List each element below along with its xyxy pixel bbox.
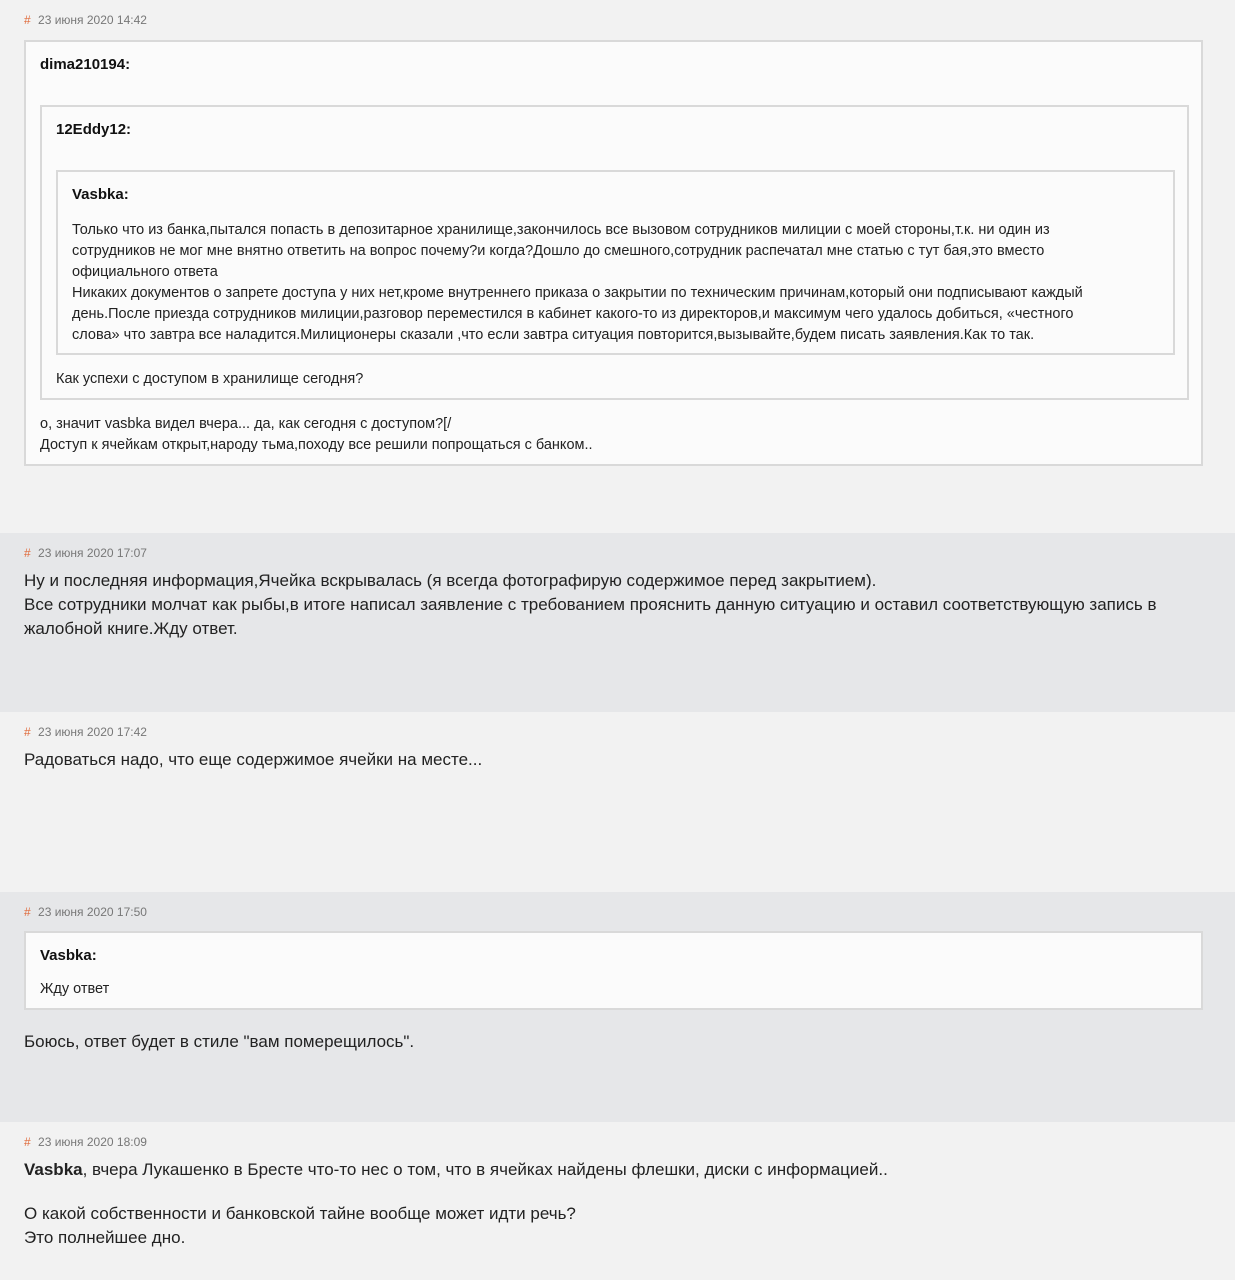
post-meta xyxy=(24,546,1211,560)
quote-line: официального ответа xyxy=(72,264,218,280)
quote-line: Никаких документов о запрете доступа у них нет,кроме внутреннего приказа о закрытии по техническим причинам,который они подписывают каждый xyxy=(72,285,1083,301)
nested-quote-author: 12Eddy12: xyxy=(56,121,132,138)
quote-text: Жду ответ xyxy=(40,981,110,997)
post-line-rest: , вчера Лукашенко в Бресте что-то нес о том, что в ячейках найдены флешки, диски с информацией.. xyxy=(82,1160,888,1179)
post-line: Все сотрудники молчат как рыбы,в итоге написал заявление с требованием прояснить данную ситуацию и оставил соответствующую запись в xyxy=(24,595,1157,614)
post-1 xyxy=(0,0,1235,533)
permalink-hash[interactable]: # xyxy=(24,725,31,739)
post-5 xyxy=(0,1122,1235,1280)
quote-text xyxy=(40,414,593,456)
post-meta xyxy=(24,725,1211,739)
post-4 xyxy=(0,892,1235,1122)
permalink-hash[interactable]: # xyxy=(24,13,31,27)
permalink-hash[interactable]: # xyxy=(24,546,31,560)
post-line: жалобной книге.Жду ответ. xyxy=(24,619,238,638)
quote-line: Только что из банка,пытался попасть в депозитарное хранилище,закончилось все вызовом сотрудников милиции с моей стороны,т.к. ни один из xyxy=(72,222,1050,238)
post-meta xyxy=(24,1135,1211,1149)
post-line: О какой собственности и банковской тайне вообще может идти речь? xyxy=(24,1204,576,1223)
quote-line: о, значит vasbka видел вчера... да, как сегодня с доступом?[/ xyxy=(40,416,452,432)
post-2 xyxy=(0,533,1235,712)
quote-block xyxy=(24,40,1203,466)
post-text: Боюсь, ответ будет в стиле "вам померещилось". xyxy=(24,1032,415,1051)
post-date: 23 июня 2020 17:07 xyxy=(38,546,147,560)
post-meta xyxy=(24,905,1211,919)
post-3 xyxy=(0,712,1235,892)
permalink-hash[interactable]: # xyxy=(24,1135,31,1149)
quote-line: Доступ к ячейкам открыт,народу тьма,походу все решили попрощаться с банком.. xyxy=(40,437,593,453)
inner-quote-author: Vasbka: xyxy=(72,186,129,203)
quote-block xyxy=(24,931,1203,1010)
user-mention[interactable]: Vasbka xyxy=(24,1160,83,1179)
post-date: 23 июня 2020 14:42 xyxy=(38,13,147,27)
permalink-hash[interactable]: # xyxy=(24,905,31,919)
post-date: 23 июня 2020 17:50 xyxy=(38,905,147,919)
post-date: 23 июня 2020 17:42 xyxy=(38,725,147,739)
post-line: Это полнейшее дно. xyxy=(24,1228,186,1247)
inner-quote-text xyxy=(72,220,1162,346)
nested-quote-block xyxy=(40,105,1189,400)
quote-author: dima210194: xyxy=(40,56,131,73)
post-text xyxy=(24,1158,1211,1250)
post-line: Ну и последняя информация,Ячейка вскрывалась (я всегда фотографирую содержимое перед закрытием). xyxy=(24,571,877,590)
quote-line: сотрудников не мог мне внятно ответить на вопрос почему?и когда?Дошло до смешного,сотрудник распечатал мне статью с тут бая,это вместо xyxy=(72,243,1045,259)
post-line xyxy=(24,1158,1211,1182)
quote-line: слова» что завтра все наладится.Милиционеры сказали ,что если завтра ситуация повторится,вызывайте,будем писать заявления.Как то так. xyxy=(72,327,1035,343)
nested-quote-text: Как успехи с доступом в хранилище сегодня? xyxy=(56,371,364,387)
post-meta xyxy=(24,13,1211,27)
quote-author: Vasbka: xyxy=(40,947,97,964)
quote-line: день.После приезда сотрудников милиции,разговор переместился в кабинет какого-то из директоров,и максимум чего удалось добиться, «честного xyxy=(72,306,1074,322)
post-date: 23 июня 2020 18:09 xyxy=(38,1135,147,1149)
post-text: Радоваться надо, что еще содержимое ячейки на месте... xyxy=(24,750,483,769)
post-text xyxy=(24,569,1211,641)
inner-quote-block xyxy=(56,170,1175,355)
